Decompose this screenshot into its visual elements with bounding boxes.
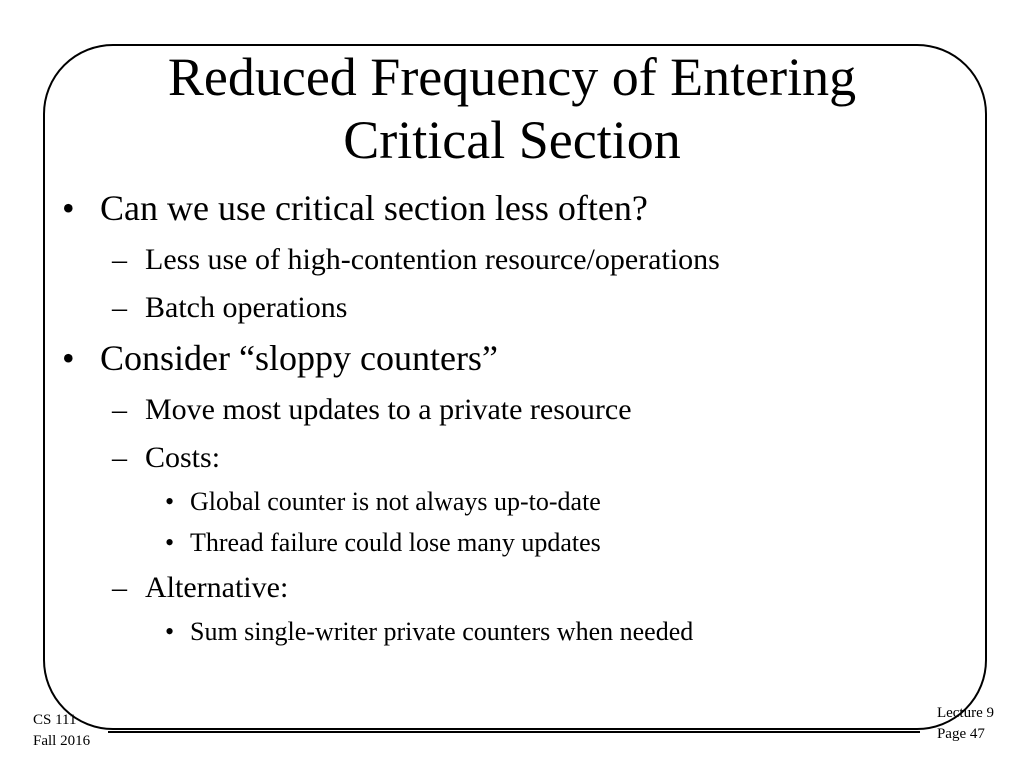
bullet-item (62, 186, 962, 230)
title-line-1: Reduced Frequency of Entering (167, 47, 857, 107)
footer-course: CS 111 (33, 712, 77, 728)
sub-bullet-item (62, 440, 962, 476)
bullet-mark: • (62, 188, 75, 228)
footer-course-info (33, 710, 90, 752)
footer-term: Fall 2016 (33, 733, 91, 749)
sub-sub-bullet-text: Global counter is not always up-to-date (190, 487, 601, 516)
bullet-text: Can we use critical section less often? (100, 188, 648, 228)
bullet-list (62, 186, 962, 647)
dash-mark: – (112, 291, 127, 324)
sub-bullet-text: Costs: (145, 441, 221, 474)
bullet-text: Consider “sloppy counters” (100, 338, 498, 378)
sub-bullet-text: Batch operations (145, 291, 348, 324)
sub-bullet-text: Less use of high-contention resource/operations (145, 243, 720, 276)
sub-sub-bullet-text: Sum single-writer private counters when needed (190, 617, 694, 646)
footer-page-info (937, 703, 994, 745)
title-line-2: Critical Section (343, 110, 681, 170)
dash-mark: – (112, 571, 127, 604)
footer-lecture: Lecture 9 (936, 705, 994, 721)
sub-bullet-item (62, 242, 962, 278)
bullet-item (62, 336, 962, 380)
sub-bullet-item (62, 570, 962, 606)
dash-mark: – (112, 243, 127, 276)
bullet-mark: • (165, 617, 175, 646)
dash-mark: – (112, 441, 127, 474)
bullet-mark: • (62, 338, 75, 378)
sub-bullet-text: Move most updates to a private resource (145, 393, 632, 426)
sub-bullet-text: Alternative: (145, 571, 289, 604)
sub-sub-bullet-item (62, 617, 962, 647)
sub-sub-bullet-item (62, 528, 962, 558)
slide-title (60, 46, 964, 172)
footer-page: Page 47 (936, 726, 985, 742)
footer-rule (108, 731, 920, 733)
bullet-mark: • (165, 528, 175, 557)
sub-bullet-item (62, 392, 962, 428)
dash-mark: – (112, 393, 127, 426)
sub-sub-bullet-text: Thread failure could lose many updates (190, 528, 601, 557)
sub-sub-bullet-item (62, 487, 962, 517)
bullet-mark: • (165, 487, 175, 516)
sub-bullet-item (62, 290, 962, 326)
